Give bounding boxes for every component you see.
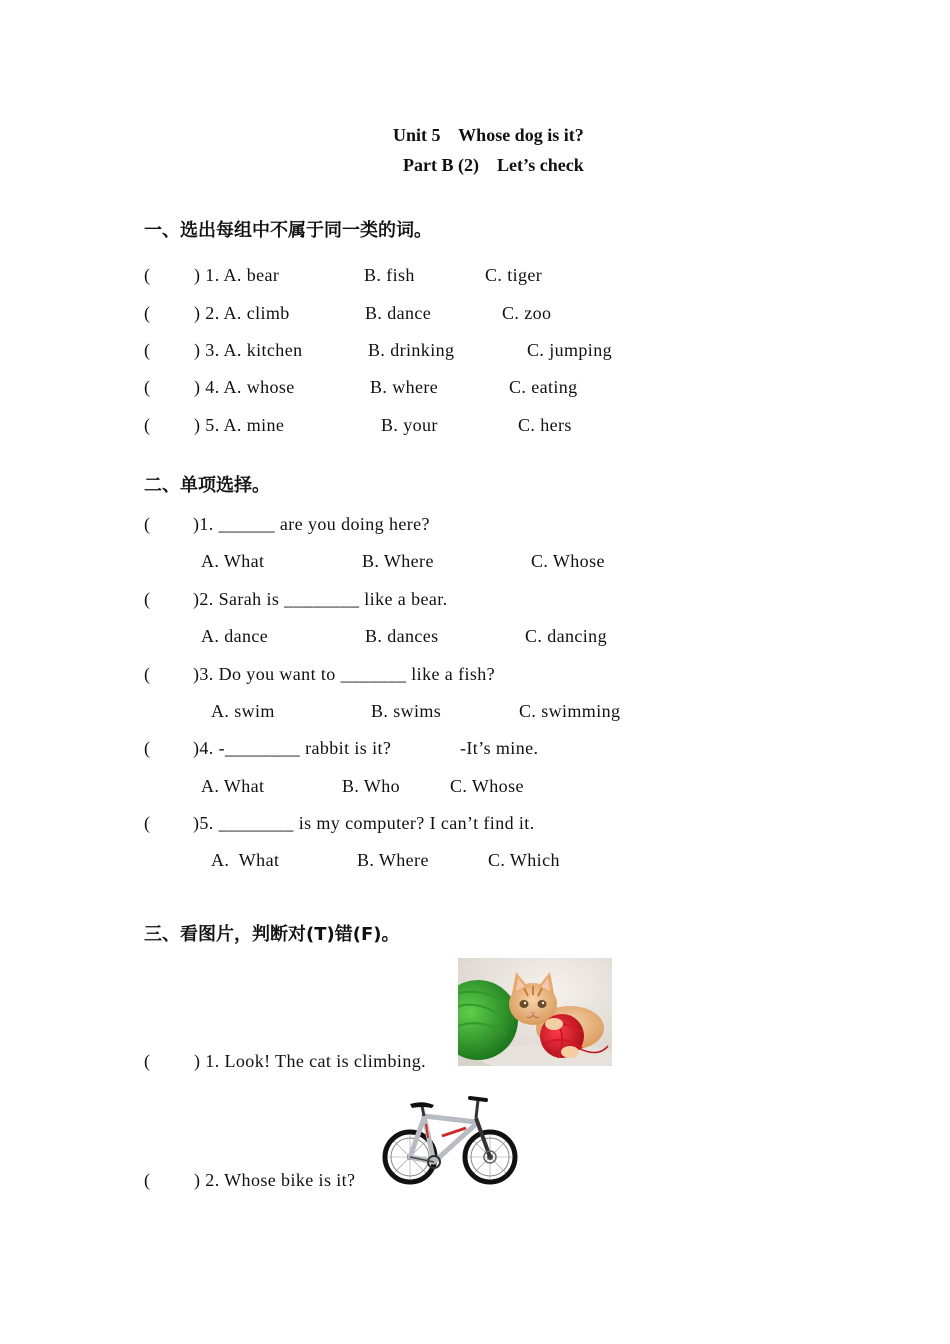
question-option-a: ) 2. A. climb: [194, 303, 290, 323]
section-1-heading: 一、选出每组中不属于同一类的词。: [144, 220, 432, 241]
statement-text: ) 2. Whose bike is it?: [194, 1170, 356, 1190]
option-c: C. zoo: [502, 303, 552, 323]
answer-bracket[interactable]: (: [144, 340, 151, 360]
answer-text: -It’s mine.: [460, 738, 539, 758]
page-subtitle: Part B (2) Let’s check: [403, 155, 584, 175]
answer-bracket[interactable]: (: [144, 589, 151, 609]
answer-bracket[interactable]: (: [144, 1051, 151, 1071]
option-a: A. What: [201, 551, 265, 571]
answer-bracket[interactable]: (: [144, 265, 151, 285]
option-b: B. drinking: [368, 340, 455, 360]
option-b: B. dances: [365, 626, 439, 646]
option-a: A. swim: [211, 701, 275, 721]
option-c: C. jumping: [527, 340, 613, 360]
answer-bracket[interactable]: (: [144, 303, 151, 323]
option-b: B. Where: [362, 551, 434, 571]
section-3-heading: 三、看图片，判断对(T)错(F)。: [144, 924, 400, 945]
option-c: C. dancing: [525, 626, 607, 646]
option-c: C. tiger: [485, 265, 543, 285]
question-text: )2. Sarah is ________ like a bear.: [193, 589, 448, 609]
option-b: B. your: [381, 415, 438, 435]
statement-text: ) 1. Look! The cat is climbing.: [194, 1051, 427, 1071]
question-text: )1. ______ are you doing here?: [193, 514, 430, 534]
mountain-bike-photo: [380, 1088, 518, 1188]
option-b: B. fish: [364, 265, 415, 285]
page-title: Unit 5 Whose dog is it?: [393, 125, 584, 145]
answer-bracket[interactable]: (: [144, 377, 151, 397]
question-text: )4. -________ rabbit is it?: [193, 738, 392, 758]
answer-bracket[interactable]: (: [144, 415, 151, 435]
option-c: C. swimming: [519, 701, 621, 721]
option-b: B. Where: [357, 850, 429, 870]
option-c: C. Which: [488, 850, 560, 870]
answer-bracket[interactable]: (: [144, 738, 151, 758]
question-text: )3. Do you want to _______ like a fish?: [193, 664, 496, 684]
option-a: A. What: [211, 850, 280, 870]
option-a: A. dance: [201, 626, 269, 646]
question-option-a: ) 3. A. kitchen: [194, 340, 303, 360]
question-option-a: ) 5. A. mine: [194, 415, 285, 435]
option-b: B. Who: [342, 776, 401, 796]
question-option-a: ) 1. A. bear: [194, 265, 280, 285]
section-2-heading: 二、单项选择。: [144, 475, 270, 496]
question-option-a: ) 4. A. whose: [194, 377, 295, 397]
answer-bracket[interactable]: (: [144, 813, 151, 833]
kitten-with-yarn-photo: [458, 958, 612, 1066]
option-c: C. eating: [509, 377, 578, 397]
question-text: )5. ________ is my computer? I can’t find it.: [193, 813, 535, 833]
answer-bracket[interactable]: (: [144, 664, 151, 684]
option-a: A. What: [201, 776, 265, 796]
answer-bracket[interactable]: (: [144, 1170, 151, 1190]
option-b: B. dance: [365, 303, 432, 323]
option-c: C. Whose: [531, 551, 605, 571]
option-c: C. hers: [518, 415, 572, 435]
answer-bracket[interactable]: (: [144, 514, 151, 534]
option-c: C. Whose: [450, 776, 524, 796]
option-b: B. swims: [371, 701, 442, 721]
option-b: B. where: [370, 377, 439, 397]
